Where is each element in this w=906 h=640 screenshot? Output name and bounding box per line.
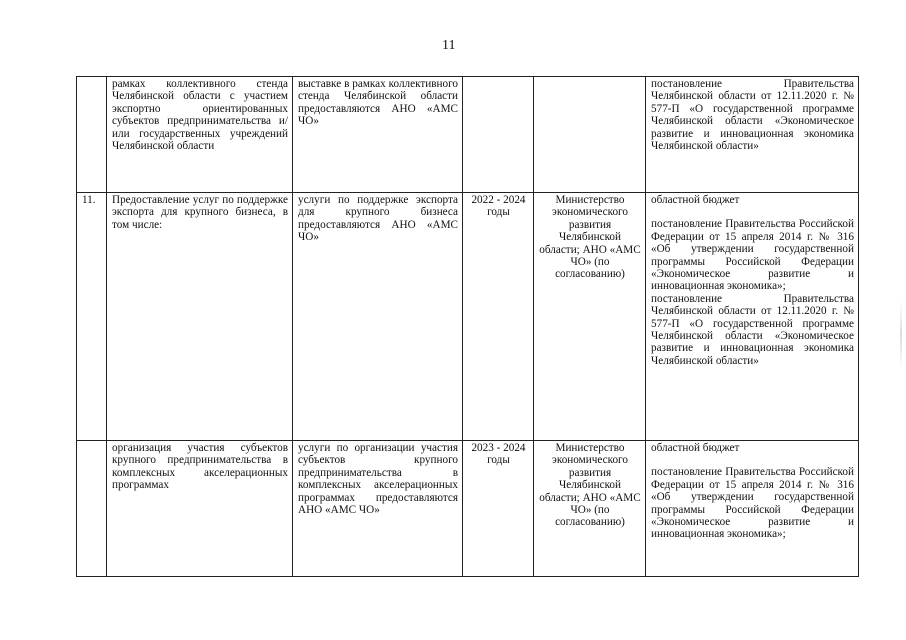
row-number-cell [77,77,107,193]
legal-document-text: постановление Правительства Российской Федерации от 15 апреля 2014 г. № 316 «Об утверждении государственной программы Российской Федерации «Экономическое развитие и инновационная экономика»; [651,218,854,293]
legal-document-text: постановление Правительства Челябинской области от 12.11.2020 г. № 577-П «О государственной программе Челябинской области «Экономическое развитие и инновационная экономика Челябинской области» [651,78,854,153]
activity-cell: рамках коллективного стенда Челябинской области с участием экспортно ориентированных субъектов предпринимательства и/или государственных учреждений Челябинской области [107,77,293,193]
result-cell: услуги по поддержке экспорта для крупного бизнеса предоставляются АНО «АМС ЧО» [293,193,463,441]
table-row [77,77,859,193]
result-cell: выставке в рамках коллективного стенда Челябинской области предоставляются АНО «АМС ЧО» [293,77,463,193]
legal-basis-cell [646,77,859,193]
result-cell: услуги по организации участия субъектов крупного предпринимательства в комплексных акселерационных программах предоставляются АНО «АМС ЧО» [293,441,463,577]
finance-source-text: областной бюджет [651,194,740,206]
activity-cell: организация участия субъектов крупного предпринимательства в комплексных акселерационных программах [107,441,293,577]
row-number-cell: 11. [77,193,107,441]
activity-plan-table [76,76,859,577]
period-cell: 2023 - 2024 годы [463,441,534,577]
page-number: 11 [442,38,456,53]
executor-cell [534,77,646,193]
legal-document-text: постановление Правительства Российской Федерации от 15 апреля 2014 г. № 316 «Об утверждении государственной программы Российской Федерации «Экономическое развитие и инновационная экономика»; [651,466,854,541]
activity-cell: Предоставление услуг по поддержке экспорта для крупного бизнеса, в том числе: [107,193,293,441]
executor-cell: Министерство экономического развития Челябинской области; АНО «АМС ЧО» (по согласованию) [534,193,646,441]
row-number-cell [77,441,107,577]
scan-edge-shadow [900,300,902,370]
table-row [77,441,859,577]
executor-cell: Министерство экономического развития Челябинской области; АНО «АМС ЧО» (по согласованию) [534,441,646,577]
legal-basis-cell [646,193,859,441]
period-cell: 2022 - 2024 годы [463,193,534,441]
legal-basis-cell [646,441,859,577]
finance-source-text: областной бюджет [651,442,740,454]
period-cell [463,77,534,193]
legal-document-text: постановление Правительства Челябинской области от 12.11.2020 г. № 577-П «О государственной программе Челябинской области «Экономическое развитие и инновационная экономика Челябинской области» [651,292,854,367]
table-row [77,193,859,441]
